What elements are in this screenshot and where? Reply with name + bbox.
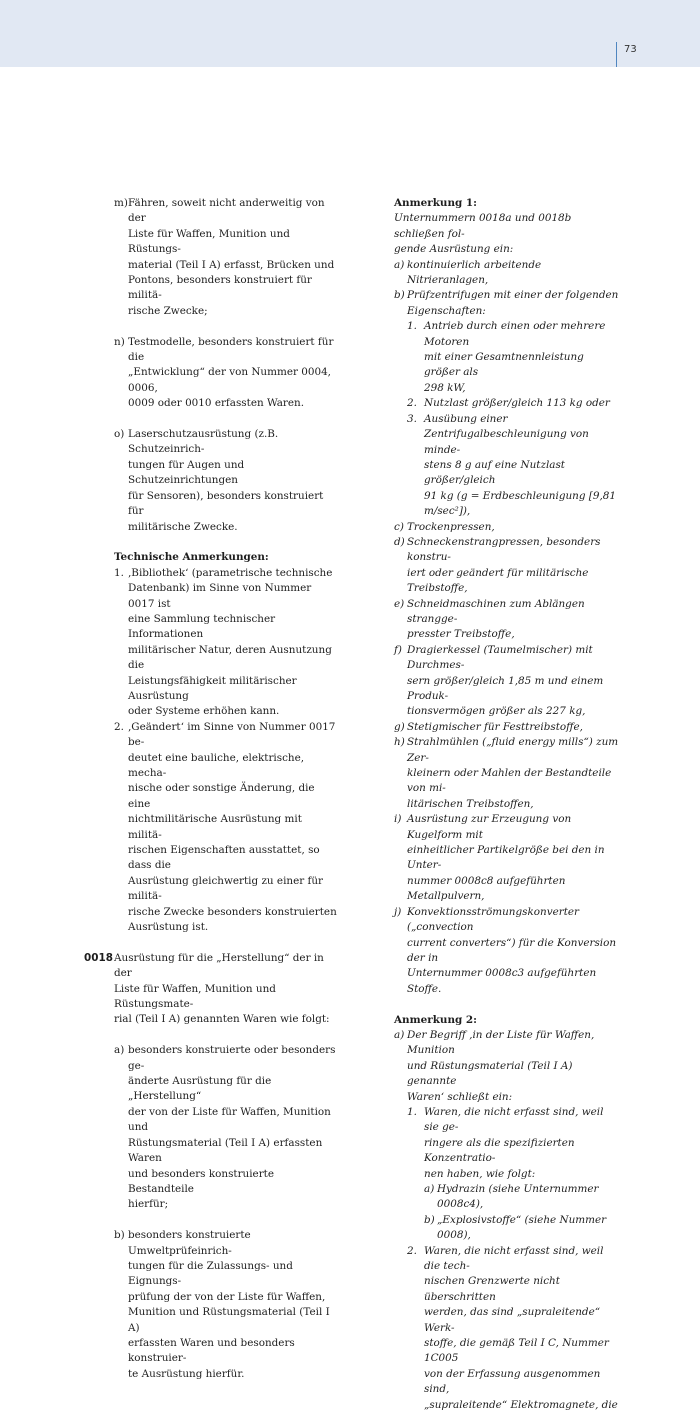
text-line: rial (Teil I A) genannten Waren wie folgt: (114, 1013, 330, 1026)
text-line: 91 kg (g = Erdbeschleunigung [9,81 m/sec²]), (424, 489, 616, 518)
list-marker: a) (394, 258, 405, 271)
note1-item-b2 (394, 396, 620, 411)
text-line: „Entwicklung“ der von Nummer 0004, 0006, (128, 366, 331, 394)
list-marker: 1. (407, 320, 417, 333)
text-line: kleinern oder Mahlen der Bestandteile von mi- (407, 767, 612, 795)
list-marker: d) (394, 535, 405, 548)
text-line: hierfür; (128, 1198, 169, 1211)
text-line: presster Treibstoffe, (407, 628, 515, 641)
text-line: eine Sammlung technischer Informationen (128, 612, 276, 641)
text-line: Datenbank) im Sinne von Nummer 0017 ist (128, 582, 312, 610)
text-line: Nutzlast größer/gleich 113 kg oder (424, 397, 610, 410)
list-marker: b) (394, 289, 405, 302)
text-line: ringere als die spezifizierten Konzentratio- (424, 1136, 575, 1165)
note1-item-j (394, 905, 620, 997)
text-line: Unternummern 0018a und 0018b schließen fol- (394, 212, 572, 240)
text-line: änderte Ausrüstung für die „Herstellung“ (128, 1075, 272, 1103)
list-marker: 2. (407, 397, 417, 410)
list-marker: e) (394, 597, 405, 610)
list-marker: 1. (114, 566, 124, 579)
text-line: material (Teil I A) erfasst, Brücken und (128, 258, 335, 271)
note1-item-h (394, 735, 620, 812)
list-marker: b) (114, 1229, 125, 1242)
note1-item-b1 (394, 319, 620, 396)
left-column (84, 196, 338, 1382)
list-marker: n) (114, 335, 125, 348)
text-line: Der Begriff ‚in der Liste für Waffen, Munition (407, 1028, 595, 1057)
text-line: sern größer/gleich 1,85 m und einem Produk- (407, 674, 604, 702)
list-marker: h) (394, 736, 405, 749)
text-line: tungen für Augen und Schutzeinrichtungen (128, 458, 245, 487)
text-line: Prüfzentrifugen mit einer der folgenden (407, 289, 619, 302)
text-line: Antrieb durch einen oder mehrere Motoren (424, 320, 606, 348)
text-line: Schneckenstrangpressen, besonders konstru- (407, 535, 601, 564)
list-marker: 3. (407, 412, 417, 425)
note1-item-f (394, 643, 620, 720)
list-marker: c) (394, 520, 404, 533)
note1-item-a (394, 258, 620, 289)
section-0018 (84, 951, 338, 1028)
section-number: 0018 (84, 951, 113, 964)
list-marker: g) (394, 720, 405, 733)
text-line: Unternummer 0008c3 aufgeführten Stoffe. (407, 967, 597, 995)
list-item-a (84, 1043, 338, 1212)
text-line: Ausrüstung ist. (128, 921, 209, 934)
text-line: deutet eine bauliche, elektrische, mecha- (128, 751, 305, 779)
text-line: kontinuierlich arbeitende Nitrieranlagen, (407, 258, 542, 287)
tech-note-2 (84, 720, 338, 936)
header-band (0, 0, 700, 67)
list-marker: 2. (407, 1244, 417, 1257)
note2-item-1 (394, 1105, 620, 1182)
text-line: Liste für Waffen, Munition und Rüstungsmate- (114, 982, 276, 1011)
text-line: nummer 0008c8 aufgeführten Metallpulvern, (407, 874, 566, 903)
text-line: werden, das sind „supraleitende“ Werk- (424, 1306, 601, 1334)
text-line: Dragierkessel (Taumelmischer) mit Durchmes- (407, 643, 593, 672)
text-line: militärischer Natur, deren Ausnutzung die (128, 643, 332, 672)
text-line: stoffe, die gemäß Teil I C, Nummer 1C005 (424, 1337, 609, 1365)
note1-item-b (394, 288, 620, 319)
text-line: Waren, die nicht erfasst sind, weil die tech- (424, 1244, 604, 1273)
text-line: Pontons, besonders konstruiert für militä- (128, 274, 312, 302)
text-line: stens 8 g auf eine Nutzlast größer/gleich (424, 458, 565, 487)
text-line: „Explosivstoffe“ (siehe Nummer 0008), (437, 1213, 607, 1242)
list-marker: i) (394, 813, 402, 826)
note2-item-1a (394, 1182, 620, 1213)
technical-notes-heading: Technische Anmerkungen: (114, 551, 269, 564)
text-line: Liste für Waffen, Munition und Rüstungs- (128, 227, 290, 256)
text-line: te Ausrüstung hierfür. (128, 1367, 245, 1380)
text-line: der von der Liste für Waffen, Munition und (128, 1105, 331, 1134)
text-line: besonders konstruierte oder besonders ge- (128, 1044, 336, 1072)
text-line: Laserschutzausrüstung (z.B. Schutzeinrich- (128, 428, 279, 456)
note1-item-b3 (394, 412, 620, 520)
text-line: nische oder sonstige Änderung, die eine (128, 782, 315, 810)
text-line: nichtmilitärische Ausrüstung mit militä- (128, 813, 302, 841)
list-item-n (84, 335, 338, 412)
text-line: gende Ausrüstung ein: (394, 243, 514, 256)
text-line: nischen Grenzwerte nicht überschritten (424, 1275, 560, 1303)
text-line: nen haben, wie folgt: (424, 1167, 536, 1180)
note1-item-d (394, 535, 620, 597)
list-marker: o) (114, 428, 125, 441)
list-item-o (84, 427, 338, 535)
text-line: Hydrazin (siehe Unternummer 0008c4), (437, 1182, 599, 1211)
text-line: Testmodelle, besonders konstruiert für die (128, 335, 334, 364)
text-line: Waren, die nicht erfasst sind, weil sie ge- (424, 1105, 604, 1134)
text-line: Waren‘ schließt ein: (407, 1090, 513, 1103)
page-number-divider (616, 42, 617, 67)
text-line: Munition und Rüstungsmaterial (Teil I A) (128, 1306, 330, 1334)
text-line: militärische Zwecke. (128, 520, 238, 533)
list-marker: a) (114, 1044, 125, 1057)
text-line: Ausrüstung für die „Herstellung“ der in der (114, 951, 324, 980)
note1-item-e (394, 597, 620, 643)
note2-item-2 (394, 1244, 620, 1413)
text-line: besonders konstruierte Umweltprüfeinrich- (128, 1229, 251, 1257)
text-line: Leistungsfähigkeit militärischer Ausrüstung (128, 674, 297, 702)
text-line: ‚Geändert‘ im Sinne von Nummer 0017 be- (128, 720, 336, 749)
list-item-m (84, 196, 338, 319)
list-marker: f) (394, 643, 402, 656)
text-line: von der Erfassung ausgenommen sind, (424, 1367, 601, 1396)
list-marker: j) (394, 905, 402, 918)
note-1-heading: Anmerkung 1: (394, 197, 477, 209)
text-line: für Sensoren), besonders konstruiert für (128, 489, 324, 518)
text-line: erfassten Waren und besonders konstruier- (128, 1336, 295, 1365)
text-line: current converters“) für die Konversion der in (407, 936, 617, 964)
list-marker: 1. (407, 1105, 417, 1118)
text-line: prüfung der von der Liste für Waffen, (128, 1290, 326, 1303)
note1-item-c (394, 520, 620, 535)
page-number: 73 (624, 44, 637, 55)
text-line: iert oder geändert für militärische Treibstoffe, (407, 566, 589, 595)
text-line: Strahlmühlen („fluid energy mills“) zum Zer- (407, 736, 619, 764)
text-line: Ausübung einer (424, 412, 508, 425)
text-line: Zentrifugalbeschleunigung von minde- (424, 428, 589, 456)
list-marker: b) (424, 1213, 435, 1226)
text-line: Konvektionsströmungskonverter („convection (407, 905, 579, 934)
text-line: Rüstungsmaterial (Teil I A) erfassten Waren (128, 1136, 323, 1165)
text-line: tungen für die Zulassungs- und Eignungs- (128, 1259, 293, 1288)
text-line: oder Systeme erhöhen kann. (128, 705, 280, 718)
list-marker: m) (114, 197, 128, 209)
text-line: rischen Eigenschaften ausstattet, so dass die (128, 844, 320, 872)
note2-item-1b (394, 1213, 620, 1244)
text-line: Ausrüstung zur Erzeugung von Kugelform mit (407, 813, 572, 841)
text-line: Trockenpressen, (407, 520, 495, 533)
note-2-heading: Anmerkung 2: (394, 1013, 477, 1026)
list-item-b (84, 1228, 338, 1382)
list-marker: a) (424, 1182, 435, 1195)
text-line: einheitlicher Partikelgröße bei den in Unter- (407, 844, 605, 872)
text-line: ‚Bibliothek‘ (parametrische technische (128, 566, 333, 579)
text-line: „supraleitende“ Elektromagnete, die (424, 1398, 618, 1411)
text-line: und besonders konstruierte Bestandteile (128, 1167, 274, 1195)
text-line: Eigenschaften: (407, 304, 486, 317)
list-marker: a) (394, 1028, 405, 1041)
text-line: Fähren, soweit nicht anderweitig von der (128, 197, 325, 225)
note2-item-a (394, 1028, 620, 1105)
text-line: Ausrüstung gleichwertig zu einer für militä- (128, 874, 324, 903)
text-line: tionsvermögen größer als 227 kg, (407, 705, 586, 718)
text-line: Stetigmischer für Festtreibstoffe, (407, 720, 583, 733)
text-line: 298 kW, (424, 381, 466, 394)
tech-note-1 (84, 566, 338, 720)
text-line: rische Zwecke; (128, 304, 208, 317)
note1-item-g (394, 720, 620, 735)
list-marker: 2. (114, 720, 124, 733)
text-line: mit einer Gesamtnennleistung größer als (424, 351, 584, 379)
text-line: und Rüstungsmaterial (Teil I A) genannte (407, 1059, 573, 1088)
text-line: Schneidmaschinen zum Ablängen strangge- (407, 597, 585, 625)
note1-item-i (394, 812, 620, 904)
text-line: 0009 oder 0010 erfassten Waren. (128, 397, 305, 410)
text-line: rische Zwecke besonders konstruierten (128, 905, 337, 918)
right-column (394, 196, 620, 1413)
text-line: litärischen Treibstoffen, (407, 797, 534, 810)
